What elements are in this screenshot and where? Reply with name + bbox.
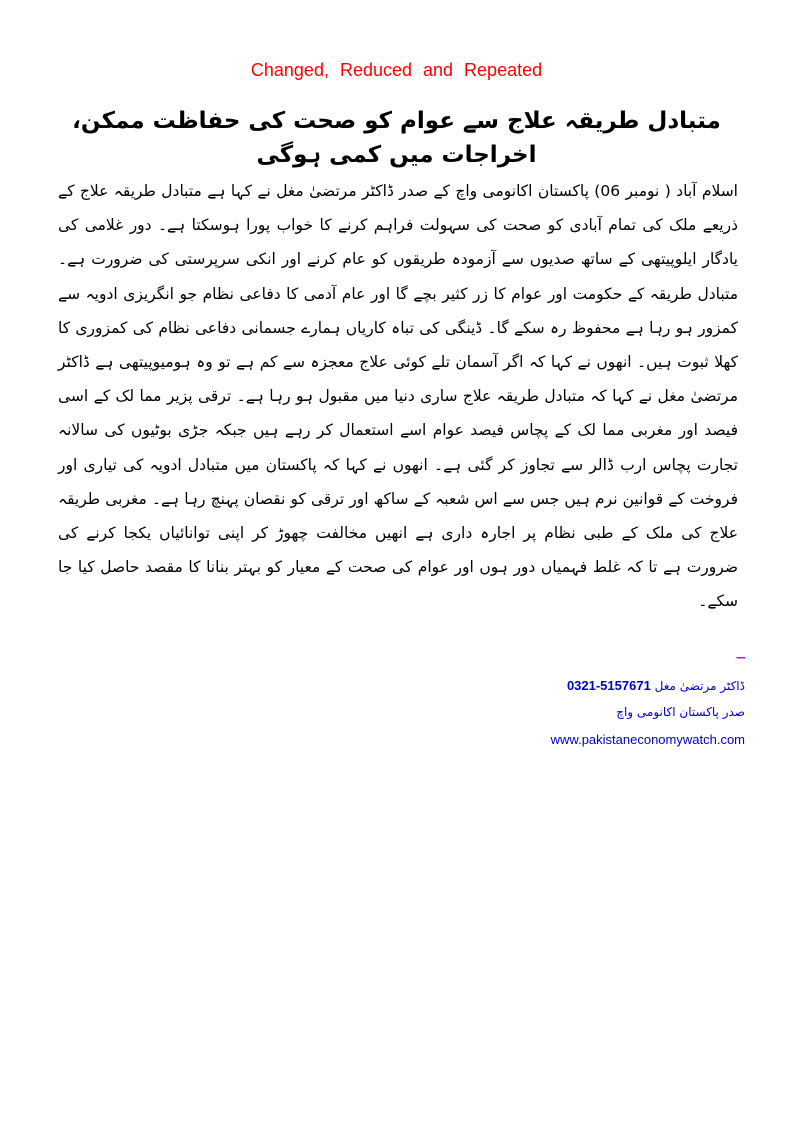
article-headline: متبادل طریقہ علاج سے عوام کو صحت کی حفاظت ممکن، اخراجات میں کمی ہوگی [72, 108, 721, 168]
contact-phone: 0321-5157671 [566, 678, 651, 693]
website-link[interactable]: www.pakistaneconomywatch.com [550, 732, 745, 747]
contact-name: ڈاکٹر مرتضیٰ مغل [654, 679, 745, 693]
article-footer [445, 650, 745, 750]
contact-line [445, 676, 745, 696]
organization-title: صدر پاکستان اکانومی واچ [616, 705, 745, 719]
footer-separator: --- [736, 650, 745, 664]
edit-status-tag: Changed, Reduced and Repeated [250, 60, 543, 80]
article-body: اسلام آباد ( نومبر 06) پاکستان اکانومی واچ کے صدر ڈاکٹر مرتضیٰ مغل نے کہا ہے متبادل طریقہ علاج کے ذریعے ملک کی تمام آبادی کو صحت کی سہولت فراہم کرنے کا خواب پورا ہوسکتا ہے۔ دور غلامی کی یادگار ایلوپیتھی کے ساتھ صدیوں سے آزمودہ طریقوں کو عام کرنے اور انکی سرپرستی کی ضرورت ہے۔ متبادل طریقہ کے حکومت اور عوام کا زر کثیر بچے گا اور عام آدمی کا دفاعی نظام جو انگریزی ادویہ سے کمزور ہو رہا ہے محفوظ رہ سکے گا۔ ڈینگی کی تباہ کاریاں ہمارے جسمانی دفاعی نظام کی کمزوری کا کھلا ثبوت ہیں۔ انھوں نے کہا کہ اگر آسمان تلے کوئی علاج معجزہ سے کم ہے تو وہ ہومیوپیتھی ہے ڈاکٹر مرتضیٰ مغل نے کہا کہ متبادل طریقہ علاج ساری دنیا میں مقبول ہو رہا ہے۔ ترقی پزیر مما لک کے اسی فیصد اور مغربی مما لک کے پچاس فیصد عوام اسے استعمال کر رہے ہیں جبکہ جڑی بوٹیوں کی سالانہ تجارت پچاس ارب ڈالر سے تجاوز کر گئی ہے۔ انھوں نے کہا کہ پاکستان میں متبادل ادویہ کی تیاری اور فروخت کے قوانین نرم ہیں جس سے اس شعبہ کے ساکھ اور ترقی کو نقصان پہنچ رہا ہے۔ مغربی طریقہ علاج کی ملک کے طبی نظام پر اجارہ داری ہے انھیں مخالفت چھوڑ کر اپنی توانائیاں یکجا کرنے کی ضرورت ہے تا کہ غلط فہمیاں دور ہوں اور عوام کی صحت کے معیار کو بہتر بنانا کا مقصد حاصل کیا جا سکے۔ [58, 182, 738, 611]
